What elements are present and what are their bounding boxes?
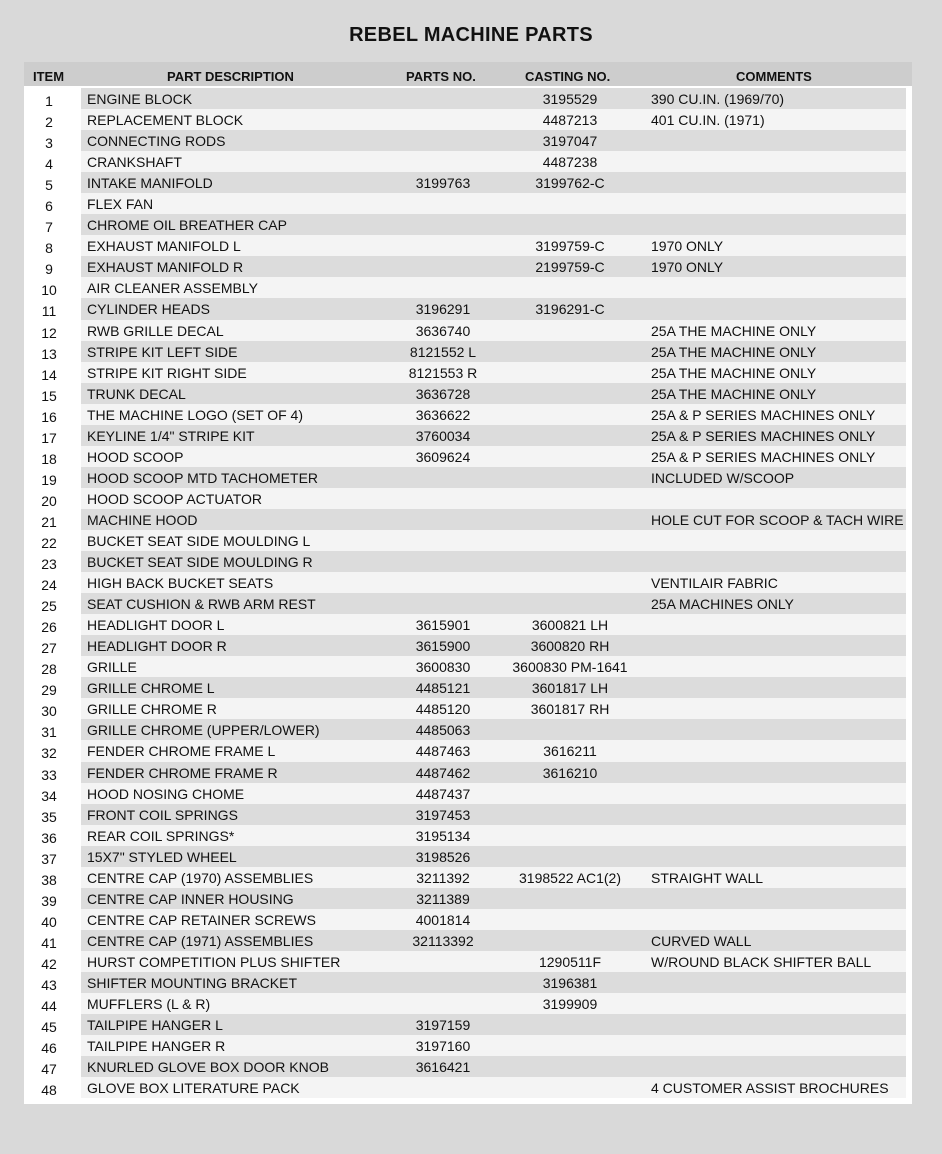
parts-number: 4485063 xyxy=(415,722,471,739)
table-row xyxy=(24,614,912,635)
casting-number: 2199759-C xyxy=(535,259,605,276)
part-description: GRILLE CHROME (UPPER/LOWER) xyxy=(87,722,320,739)
table-row xyxy=(24,551,912,572)
casting-number: 4487213 xyxy=(542,112,598,129)
table-row xyxy=(24,1035,912,1056)
casting-number: 3616211 xyxy=(543,743,597,760)
item-number: 39 xyxy=(41,892,57,909)
comments: VENTILAIR FABRIC xyxy=(651,575,778,592)
table-body xyxy=(24,88,912,1098)
table-row xyxy=(24,635,912,656)
parts-number: 3636740 xyxy=(415,322,471,339)
part-description: HOOD SCOOP ACTUATOR xyxy=(87,490,263,507)
item-number: 21 xyxy=(41,513,57,530)
table-row xyxy=(24,846,912,867)
table-row xyxy=(24,593,912,614)
table-row xyxy=(24,193,912,214)
table-row xyxy=(24,677,912,698)
parts-number: 3196291 xyxy=(415,301,471,318)
parts-number: 3199763 xyxy=(415,175,471,192)
part-description: RWB GRILLE DECAL xyxy=(87,322,224,339)
part-description: MACHINE HOOD xyxy=(87,511,198,528)
row-stripe xyxy=(81,656,906,677)
table-row xyxy=(24,425,912,446)
table-row xyxy=(24,509,912,530)
part-description: TAILPIPE HANGER L xyxy=(87,1017,223,1034)
item-number: 26 xyxy=(41,619,57,636)
comments: 390 CU.IN. (1969/70) xyxy=(651,91,785,107)
item-number: 42 xyxy=(41,955,57,972)
comments: 25A THE MACHINE ONLY xyxy=(651,385,817,402)
part-description: HEADLIGHT DOOR L xyxy=(87,617,225,634)
item-number: 35 xyxy=(41,808,57,825)
item-number: 20 xyxy=(41,492,57,509)
part-description: HEADLIGHT DOOR R xyxy=(87,638,227,655)
item-number: 16 xyxy=(41,408,57,425)
item-number: 12 xyxy=(41,324,57,341)
item-number: 13 xyxy=(41,345,57,362)
item-number: 15 xyxy=(41,387,57,404)
casting-number: 1290511F xyxy=(538,953,601,970)
item-number: 38 xyxy=(41,871,57,888)
part-description: EXHAUST MANIFOLD L xyxy=(87,238,241,255)
casting-number: 3199909 xyxy=(542,996,598,1013)
table-row xyxy=(24,740,912,761)
item-number: 47 xyxy=(41,1061,57,1078)
table-row xyxy=(24,362,912,383)
item-number: 45 xyxy=(41,1019,57,1036)
part-description: CHROME OIL BREATHER CAP xyxy=(87,217,287,234)
part-description: 15X7" STYLED WHEEL xyxy=(87,848,237,865)
comments: 25A & P SERIES MACHINES ONLY xyxy=(651,406,876,423)
table-row xyxy=(24,151,912,172)
table-row xyxy=(24,656,912,677)
casting-number: 3601817 LH xyxy=(531,680,609,697)
comments: STRAIGHT WALL xyxy=(651,869,764,886)
casting-number: 4487238 xyxy=(542,154,598,171)
item-number: 10 xyxy=(41,282,57,299)
item-number: 44 xyxy=(41,998,57,1015)
part-description: HURST COMPETITION PLUS SHIFTER xyxy=(87,953,341,970)
table-row xyxy=(24,446,912,467)
part-description: GRILLE CHROME R xyxy=(87,701,217,718)
item-number: 31 xyxy=(41,724,57,741)
part-description: FENDER CHROME FRAME L xyxy=(87,743,276,760)
item-number: 3 xyxy=(45,135,53,152)
part-description: REAR COIL SPRINGS* xyxy=(87,827,235,844)
part-description: CYLINDER HEADS xyxy=(87,301,210,318)
row-stripe xyxy=(81,151,906,172)
comments: 4 CUSTOMER ASSIST BROCHURES xyxy=(651,1080,889,1097)
table-row xyxy=(24,298,912,319)
header-part-description: PART DESCRIPTION xyxy=(167,69,294,84)
item-number: 48 xyxy=(41,1082,57,1099)
table-row xyxy=(24,972,912,993)
item-number: 23 xyxy=(41,556,57,573)
table-row xyxy=(24,783,912,804)
row-stripe xyxy=(81,193,906,214)
casting-number: 3600820 RH xyxy=(530,638,610,655)
item-number: 6 xyxy=(45,198,53,215)
casting-number: 3199762-C xyxy=(535,175,605,192)
part-description: GRILLE CHROME L xyxy=(87,680,215,697)
casting-number: 3601817 RH xyxy=(530,701,610,718)
item-number: 14 xyxy=(41,366,57,383)
item-number: 41 xyxy=(41,934,57,951)
part-description: TRUNK DECAL xyxy=(87,385,186,402)
header-parts-no: PARTS NO. xyxy=(406,69,476,84)
part-description: STRIPE KIT LEFT SIDE xyxy=(87,343,238,360)
parts-number: 4001814 xyxy=(415,911,471,928)
part-description: CRANKSHAFT xyxy=(87,154,182,171)
comments: 25A THE MACHINE ONLY xyxy=(651,364,817,381)
item-number: 25 xyxy=(41,598,57,615)
parts-number: 3600830 xyxy=(415,659,471,676)
part-description: CENTRE CAP INNER HOUSING xyxy=(87,890,294,907)
comments: 25A THE MACHINE ONLY xyxy=(651,322,817,339)
casting-number: 3199759-C xyxy=(535,238,605,255)
part-description: GRILLE xyxy=(87,659,137,676)
header-casting-no: CASTING NO. xyxy=(525,69,611,84)
comments: CURVED WALL xyxy=(651,932,752,949)
table-row xyxy=(24,1014,912,1035)
parts-number: 4485120 xyxy=(415,701,471,718)
item-number: 5 xyxy=(45,177,53,194)
table-row xyxy=(24,719,912,740)
casting-number: 3196381 xyxy=(542,974,598,991)
table-row xyxy=(24,214,912,235)
casting-number: 3198522 AC1(2) xyxy=(519,869,621,886)
item-number: 37 xyxy=(41,850,57,867)
casting-number: 3197047 xyxy=(542,133,598,150)
item-number: 28 xyxy=(41,661,57,678)
parts-number: 3211392 xyxy=(416,869,470,886)
table-row xyxy=(24,320,912,341)
comments: 25A MACHINES ONLY xyxy=(651,596,794,613)
comments: 1970 ONLY xyxy=(651,259,724,276)
part-description: FRONT COIL SPRINGS xyxy=(87,806,238,823)
part-description: SEAT CUSHION & RWB ARM REST xyxy=(87,596,316,613)
part-description: EXHAUST MANIFOLD R xyxy=(87,259,244,276)
parts-number: 4487437 xyxy=(415,785,471,802)
part-description: GLOVE BOX LITERATURE PACK xyxy=(87,1080,300,1097)
parts-number: 3197160 xyxy=(415,1038,471,1055)
parts-number: 8121552 L xyxy=(409,343,477,360)
part-description: BUCKET SEAT SIDE MOULDING L xyxy=(87,532,311,549)
casting-number: 3196291-C xyxy=(535,301,605,318)
parts-number: 3760034 xyxy=(415,427,471,444)
casting-number: 3600821 LH xyxy=(531,617,609,634)
part-description: KNURLED GLOVE BOX DOOR KNOB xyxy=(87,1059,329,1076)
page-title: REBEL MACHINE PARTS xyxy=(349,24,593,46)
item-number: 4 xyxy=(45,156,53,173)
item-number: 40 xyxy=(41,913,57,930)
comments: 25A & P SERIES MACHINES ONLY xyxy=(651,448,876,465)
table-row xyxy=(24,88,912,109)
part-description: STRIPE KIT RIGHT SIDE xyxy=(87,364,247,381)
part-description: CENTRE CAP (1970) ASSEMBLIES xyxy=(87,869,314,886)
table-row xyxy=(24,930,912,951)
part-description: TAILPIPE HANGER R xyxy=(87,1038,226,1055)
part-description: INTAKE MANIFOLD xyxy=(87,175,213,192)
table-row xyxy=(24,488,912,509)
part-description: REPLACEMENT BLOCK xyxy=(87,112,244,129)
item-number: 22 xyxy=(41,534,57,551)
table-row xyxy=(24,130,912,151)
item-number: 43 xyxy=(41,976,57,993)
item-number: 33 xyxy=(41,766,57,783)
part-description: HOOD NOSING CHOME xyxy=(87,785,245,802)
parts-number: 3197453 xyxy=(415,806,471,823)
parts-number: 3636622 xyxy=(415,406,471,423)
parts-number: 3616421 xyxy=(415,1059,471,1076)
item-number: 30 xyxy=(41,703,57,720)
table-row xyxy=(24,109,912,130)
casting-number: 3195529 xyxy=(542,91,598,107)
table-row xyxy=(24,467,912,488)
table-row xyxy=(24,530,912,551)
item-number: 32 xyxy=(41,745,57,762)
part-description: CENTRE CAP (1971) ASSEMBLIES xyxy=(87,932,314,949)
part-description: BUCKET SEAT SIDE MOULDING R xyxy=(87,554,313,571)
part-description: HOOD SCOOP MTD TACHOMETER xyxy=(87,469,319,486)
table-row xyxy=(24,341,912,362)
item-number: 24 xyxy=(41,577,57,594)
part-description: THE MACHINE LOGO (SET OF 4) xyxy=(87,406,303,423)
item-number: 27 xyxy=(41,640,57,657)
item-number: 7 xyxy=(45,219,53,236)
item-number: 1 xyxy=(45,93,53,109)
table-row xyxy=(24,1077,912,1098)
parts-number: 8121553 R xyxy=(408,364,478,381)
item-number: 19 xyxy=(41,471,57,488)
comments: HOLE CUT FOR SCOOP & TACH WIRE xyxy=(651,511,904,528)
item-number: 2 xyxy=(45,114,53,131)
table-row xyxy=(24,277,912,298)
parts-number: 4487462 xyxy=(415,764,471,781)
parts-number: 3615900 xyxy=(415,638,471,655)
table-row xyxy=(24,888,912,909)
parts-table xyxy=(24,62,912,1104)
part-description: HIGH BACK BUCKET SEATS xyxy=(87,575,274,592)
table-row xyxy=(24,951,912,972)
parts-number: 3636728 xyxy=(415,385,471,402)
parts-number: 4487463 xyxy=(415,743,471,760)
table-row xyxy=(24,993,912,1014)
parts-number: 3609624 xyxy=(415,448,471,465)
part-description: FENDER CHROME FRAME R xyxy=(87,764,278,781)
header-comments: COMMENTS xyxy=(736,69,812,84)
comments: W/ROUND BLACK SHIFTER BALL xyxy=(651,953,872,970)
part-description: HOOD SCOOP xyxy=(87,448,184,465)
parts-number: 32113392 xyxy=(412,932,474,949)
item-number: 8 xyxy=(45,240,53,257)
item-number: 11 xyxy=(41,303,57,320)
item-number: 34 xyxy=(41,787,57,804)
casting-number: 3616210 xyxy=(542,764,598,781)
comments: INCLUDED W/SCOOP xyxy=(651,469,795,486)
parts-number: 4485121 xyxy=(415,680,471,697)
parts-number: 3197159 xyxy=(415,1017,471,1034)
parts-number: 3211389 xyxy=(416,890,470,907)
item-number: 46 xyxy=(41,1040,57,1057)
table-header xyxy=(24,62,912,86)
comments: 25A THE MACHINE ONLY xyxy=(651,343,817,360)
item-number: 29 xyxy=(41,682,57,699)
casting-number: 3600830 PM-1641 xyxy=(512,659,628,676)
parts-number: 3195134 xyxy=(415,827,471,844)
table-row xyxy=(24,762,912,783)
part-description: ENGINE BLOCK xyxy=(87,91,193,107)
table-row xyxy=(24,825,912,846)
comments: 25A & P SERIES MACHINES ONLY xyxy=(651,427,876,444)
item-number: 36 xyxy=(41,829,57,846)
table-row xyxy=(24,698,912,719)
part-description: AIR CLEANER ASSEMBLY xyxy=(87,280,258,297)
table-row xyxy=(24,909,912,930)
table-row xyxy=(24,256,912,277)
table-row xyxy=(24,867,912,888)
comments: 1970 ONLY xyxy=(651,238,724,255)
table-row xyxy=(24,572,912,593)
parts-number: 3198526 xyxy=(415,848,471,865)
part-description: SHIFTER MOUNTING BRACKET xyxy=(87,974,298,991)
item-number: 17 xyxy=(41,429,57,446)
table-row xyxy=(24,383,912,404)
part-description: CENTRE CAP RETAINER SCREWS xyxy=(87,911,316,928)
part-description: FLEX FAN xyxy=(87,196,154,213)
part-description: MUFFLERS (L & R) xyxy=(87,996,211,1013)
table-row xyxy=(24,804,912,825)
table-row xyxy=(24,1056,912,1077)
item-number: 18 xyxy=(41,450,57,467)
table-row xyxy=(24,172,912,193)
table-row xyxy=(24,235,912,256)
header-item: ITEM xyxy=(33,69,65,84)
table-row xyxy=(24,404,912,425)
part-description: KEYLINE 1/4" STRIPE KIT xyxy=(87,427,255,444)
parts-number: 3615901 xyxy=(415,617,471,634)
item-number: 9 xyxy=(45,261,53,278)
comments: 401 CU.IN. (1971) xyxy=(651,112,765,129)
part-description: CONNECTING RODS xyxy=(87,133,226,150)
